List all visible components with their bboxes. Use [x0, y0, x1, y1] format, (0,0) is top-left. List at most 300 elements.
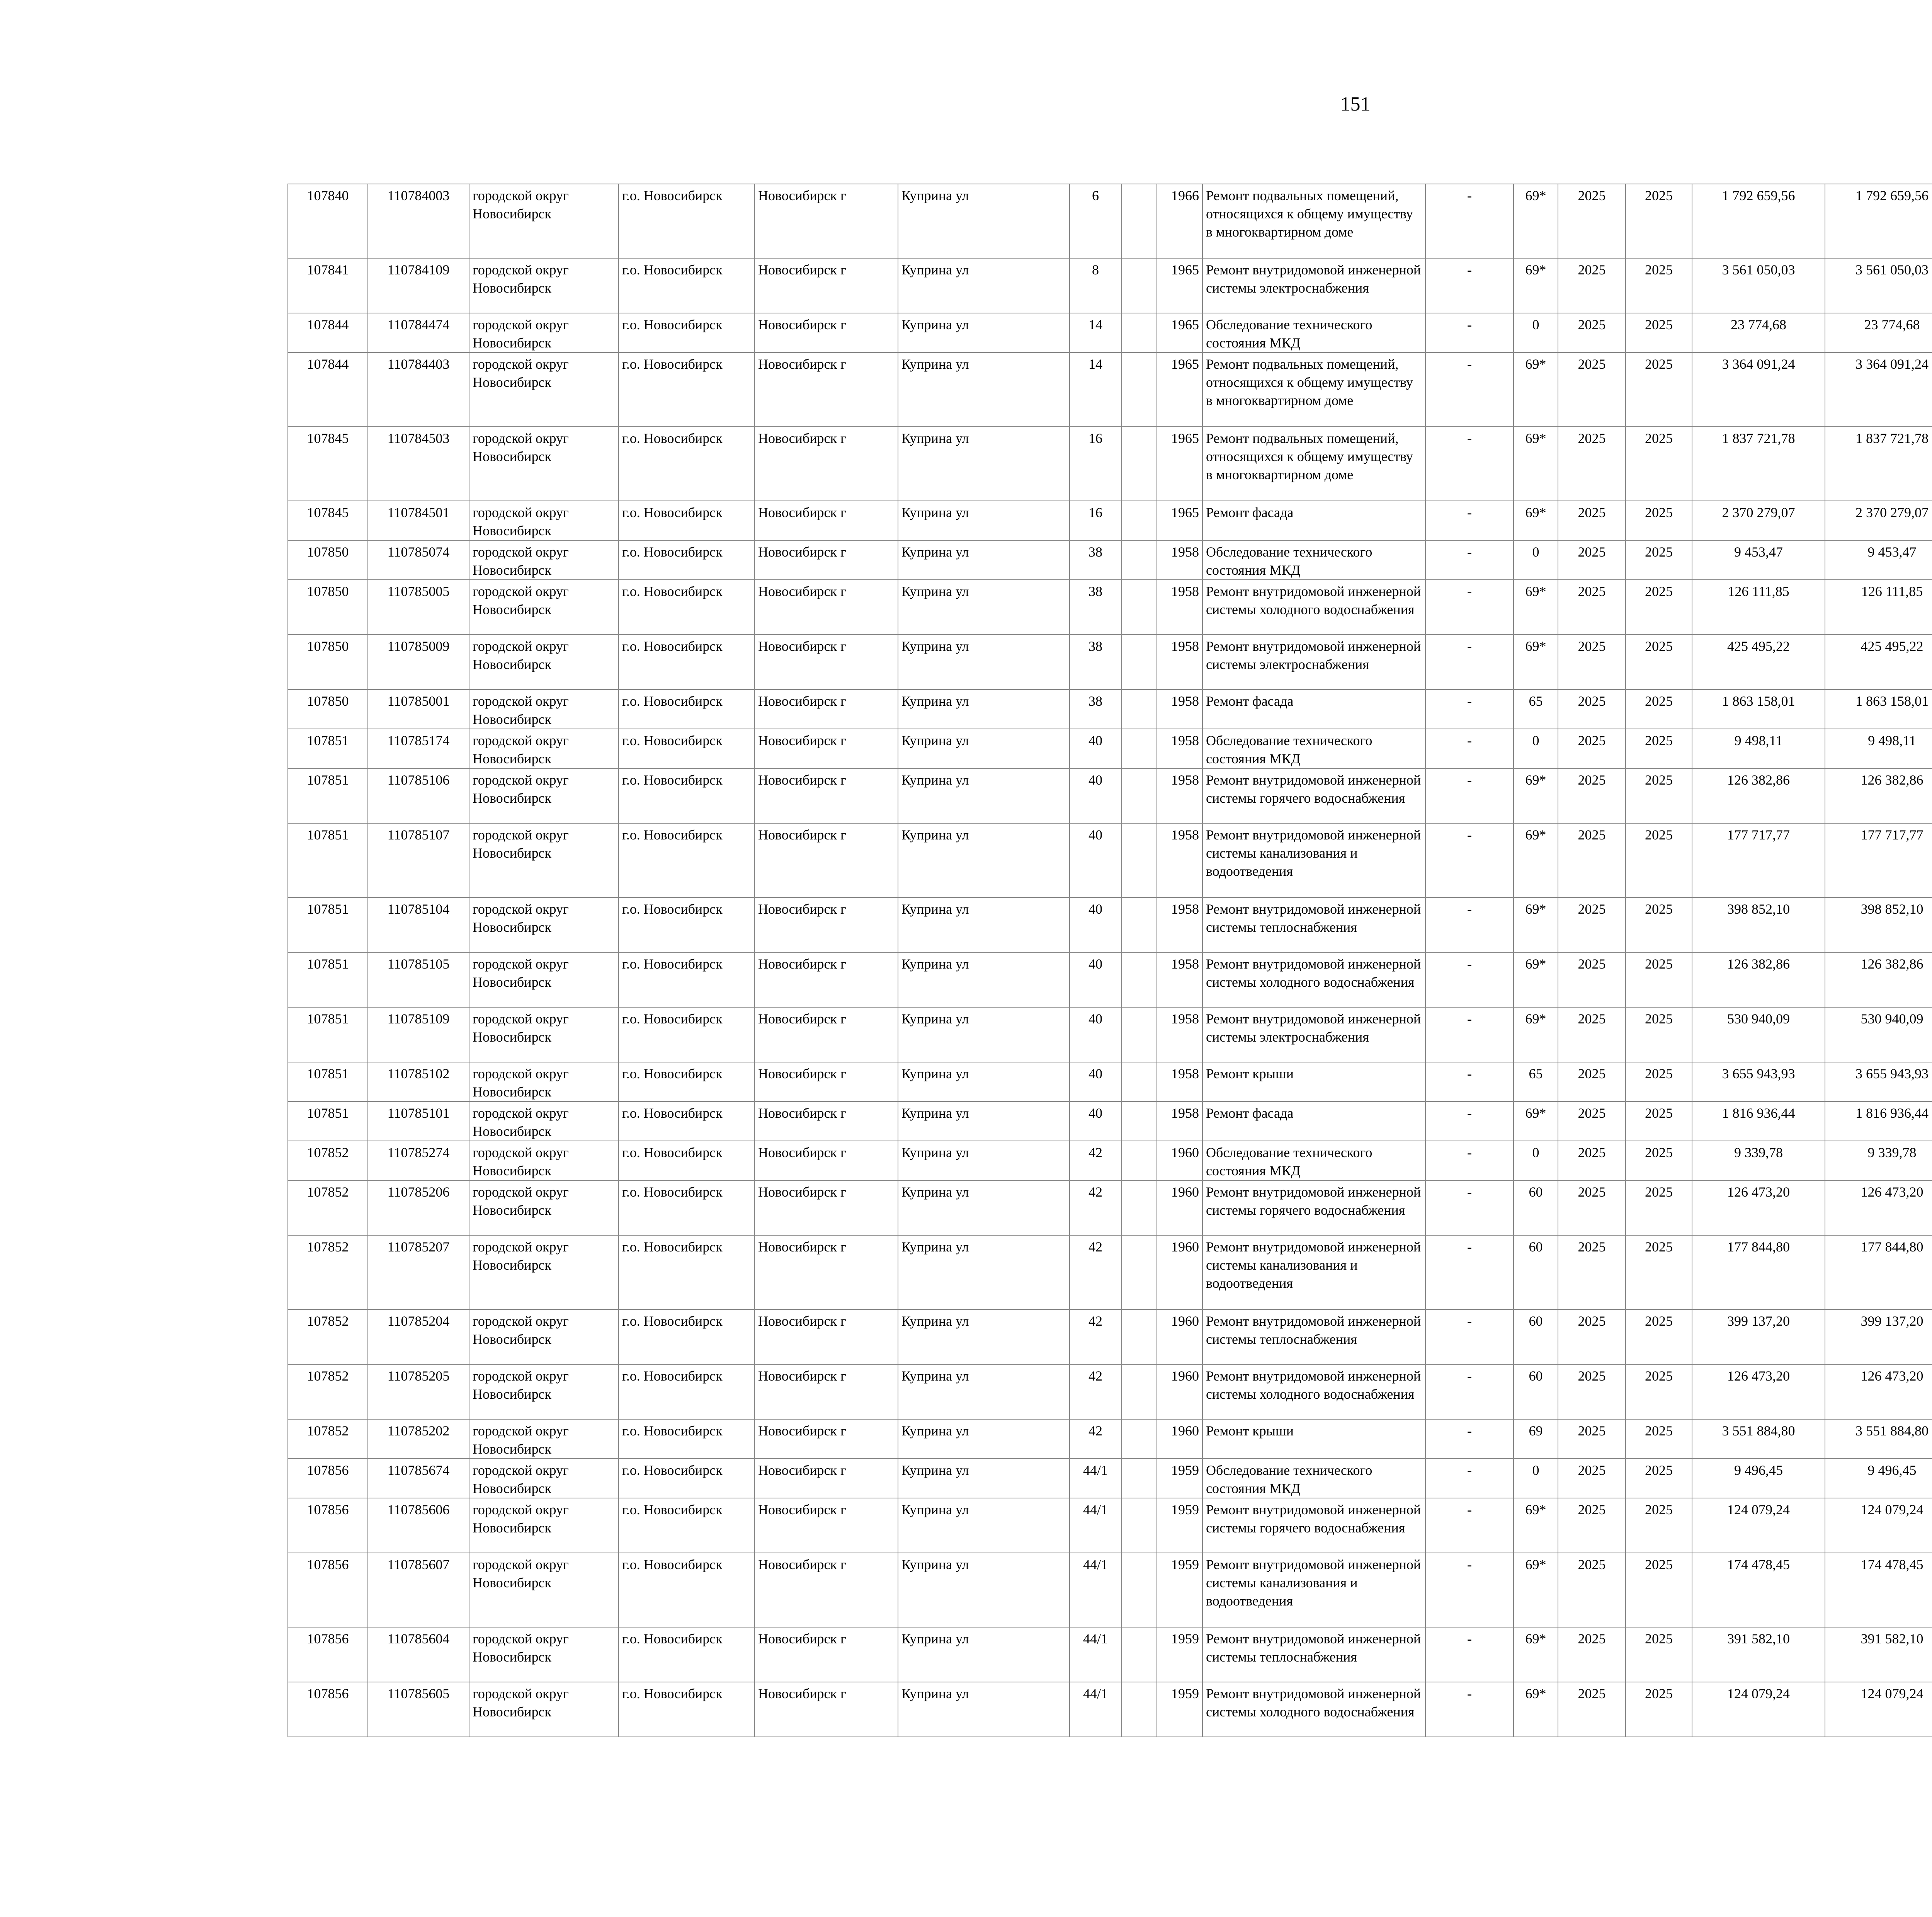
cell-year-start: 2025: [1558, 1062, 1626, 1102]
cell-total-cost: 124 079,24: [1692, 1498, 1825, 1553]
cell-settlement: Новосибирск г: [755, 1141, 898, 1180]
table-row: [288, 897, 1932, 952]
cell-house-number: 38: [1070, 540, 1121, 580]
cell-district: г.о. Новосибирск: [619, 1309, 755, 1364]
cell-year-start: 2025: [1558, 1627, 1626, 1682]
cell-wear-percent: 69*: [1514, 501, 1558, 540]
cell-work-type: Обследование технического состояния МКД: [1202, 313, 1425, 352]
cell-total-cost: 126 382,86: [1692, 952, 1825, 1007]
cell-wear-percent: 69*: [1514, 352, 1558, 427]
cell-municipality: городской округ Новосибирск: [469, 1141, 619, 1180]
cell-house-number: 42: [1070, 1141, 1121, 1180]
cell-year-start: 2025: [1558, 184, 1626, 258]
cell-work-id: 110785205: [368, 1364, 469, 1419]
cell-work-type: Ремонт фасада: [1202, 1102, 1425, 1141]
cell-year-end: 2025: [1626, 427, 1692, 501]
cell-record-id: 107840: [288, 184, 368, 258]
cell-cost-fund: 2 370 279,07: [1825, 501, 1932, 540]
table-row: [288, 635, 1932, 690]
cell-mark: -: [1425, 1062, 1514, 1102]
cell-wear-percent: 0: [1514, 1141, 1558, 1180]
cell-district: г.о. Новосибирск: [619, 635, 755, 690]
cell-building: [1121, 1102, 1157, 1141]
cell-building: [1121, 1682, 1157, 1737]
cell-work-id: 110785107: [368, 823, 469, 897]
cell-wear-percent: 69*: [1514, 184, 1558, 258]
cell-total-cost: 9 496,45: [1692, 1459, 1825, 1498]
cell-house-number: 40: [1070, 1007, 1121, 1062]
cell-year-built: 1965: [1157, 258, 1202, 313]
cell-total-cost: 126 111,85: [1692, 580, 1825, 635]
cell-work-id: 110784003: [368, 184, 469, 258]
cell-house-number: 16: [1070, 501, 1121, 540]
cell-building: [1121, 258, 1157, 313]
cell-year-end: 2025: [1626, 352, 1692, 427]
cell-municipality: городской округ Новосибирск: [469, 823, 619, 897]
cell-total-cost: 1 837 721,78: [1692, 427, 1825, 501]
table-row: [288, 1062, 1932, 1102]
cell-total-cost: 3 551 884,80: [1692, 1419, 1825, 1459]
cell-record-id: 107852: [288, 1235, 368, 1309]
cell-district: г.о. Новосибирск: [619, 729, 755, 768]
cell-work-type: Ремонт внутридомовой инженерной системы канализования и водоотведения: [1202, 823, 1425, 897]
cell-house-number: 8: [1070, 258, 1121, 313]
cell-cost-fund: 1 816 936,44: [1825, 1102, 1932, 1141]
cell-wear-percent: 0: [1514, 313, 1558, 352]
cell-district: г.о. Новосибирск: [619, 1062, 755, 1102]
cell-settlement: Новосибирск г: [755, 635, 898, 690]
cell-work-id: 110785202: [368, 1419, 469, 1459]
cell-work-type: Ремонт крыши: [1202, 1419, 1425, 1459]
cell-year-end: 2025: [1626, 897, 1692, 952]
cell-cost-fund: 124 079,24: [1825, 1498, 1932, 1553]
cell-district: г.о. Новосибирск: [619, 184, 755, 258]
cell-building: [1121, 897, 1157, 952]
cell-wear-percent: 69*: [1514, 897, 1558, 952]
cell-work-id: 110785607: [368, 1553, 469, 1627]
cell-work-type: Ремонт подвальных помещений, относящихся к общему имуществу в многоквартирном доме: [1202, 184, 1425, 258]
cell-mark: -: [1425, 897, 1514, 952]
cell-street: Куприна ул: [898, 580, 1070, 635]
cell-mark: -: [1425, 1007, 1514, 1062]
cell-mark: -: [1425, 729, 1514, 768]
cell-building: [1121, 427, 1157, 501]
cell-wear-percent: 0: [1514, 1459, 1558, 1498]
cell-municipality: городской округ Новосибирск: [469, 540, 619, 580]
cell-year-end: 2025: [1626, 501, 1692, 540]
cell-year-built: 1958: [1157, 1062, 1202, 1102]
cell-building: [1121, 1627, 1157, 1682]
cell-year-start: 2025: [1558, 1141, 1626, 1180]
cell-cost-fund: 3 551 884,80: [1825, 1419, 1932, 1459]
table-row: [288, 1102, 1932, 1141]
cell-district: г.о. Новосибирск: [619, 952, 755, 1007]
cell-year-built: 1958: [1157, 635, 1202, 690]
cell-cost-fund: 23 774,68: [1825, 313, 1932, 352]
cell-municipality: городской округ Новосибирск: [469, 1062, 619, 1102]
cell-mark: -: [1425, 184, 1514, 258]
cell-house-number: 42: [1070, 1364, 1121, 1419]
cell-record-id: 107852: [288, 1419, 368, 1459]
cell-house-number: 44/1: [1070, 1627, 1121, 1682]
cell-house-number: 42: [1070, 1309, 1121, 1364]
table-row: [288, 1627, 1932, 1682]
cell-wear-percent: 69: [1514, 1419, 1558, 1459]
cell-house-number: 40: [1070, 1102, 1121, 1141]
table-row: [288, 1553, 1932, 1627]
cell-year-built: 1965: [1157, 313, 1202, 352]
cell-year-end: 2025: [1626, 1309, 1692, 1364]
cell-year-start: 2025: [1558, 1419, 1626, 1459]
cell-year-end: 2025: [1626, 635, 1692, 690]
cell-house-number: 44/1: [1070, 1553, 1121, 1627]
cell-record-id: 107856: [288, 1627, 368, 1682]
cell-district: г.о. Новосибирск: [619, 1180, 755, 1235]
cell-year-start: 2025: [1558, 823, 1626, 897]
cell-street: Куприна ул: [898, 1627, 1070, 1682]
cell-street: Куприна ул: [898, 1235, 1070, 1309]
cell-record-id: 107851: [288, 1062, 368, 1102]
cell-building: [1121, 1553, 1157, 1627]
cell-district: г.о. Новосибирск: [619, 1682, 755, 1737]
cell-building: [1121, 501, 1157, 540]
table-row: [288, 580, 1932, 635]
cell-record-id: 107856: [288, 1498, 368, 1553]
cell-municipality: городской округ Новосибирск: [469, 352, 619, 427]
table-row: [288, 184, 1932, 258]
table-row: [288, 1309, 1932, 1364]
cell-district: г.о. Новосибирск: [619, 1102, 755, 1141]
cell-year-built: 1958: [1157, 1007, 1202, 1062]
cell-district: г.о. Новосибирск: [619, 1235, 755, 1309]
table-row: [288, 540, 1932, 580]
cell-year-start: 2025: [1558, 1498, 1626, 1553]
cell-year-built: 1958: [1157, 690, 1202, 729]
cell-municipality: городской округ Новосибирск: [469, 427, 619, 501]
cell-year-start: 2025: [1558, 540, 1626, 580]
cell-street: Куприна ул: [898, 635, 1070, 690]
cell-cost-fund: 1 863 158,01: [1825, 690, 1932, 729]
cell-year-built: 1959: [1157, 1459, 1202, 1498]
cell-year-end: 2025: [1626, 1364, 1692, 1419]
cell-mark: -: [1425, 258, 1514, 313]
cell-mark: -: [1425, 690, 1514, 729]
cell-work-id: 110784109: [368, 258, 469, 313]
cell-work-type: Ремонт крыши: [1202, 1062, 1425, 1102]
cell-municipality: городской округ Новосибирск: [469, 1102, 619, 1141]
cell-settlement: Новосибирск г: [755, 580, 898, 635]
cell-wear-percent: 60: [1514, 1180, 1558, 1235]
cell-year-start: 2025: [1558, 729, 1626, 768]
cell-municipality: городской округ Новосибирск: [469, 1007, 619, 1062]
cell-house-number: 42: [1070, 1180, 1121, 1235]
cell-settlement: Новосибирск г: [755, 501, 898, 540]
cell-district: г.о. Новосибирск: [619, 352, 755, 427]
page-number: 151: [1340, 93, 1371, 115]
cell-district: г.о. Новосибирск: [619, 897, 755, 952]
cell-mark: -: [1425, 427, 1514, 501]
cell-building: [1121, 1180, 1157, 1235]
cell-year-end: 2025: [1626, 1180, 1692, 1235]
cell-year-built: 1960: [1157, 1364, 1202, 1419]
cell-total-cost: 3 655 943,93: [1692, 1062, 1825, 1102]
cell-work-type: Ремонт внутридомовой инженерной системы электроснабжения: [1202, 635, 1425, 690]
cell-municipality: городской округ Новосибирск: [469, 258, 619, 313]
cell-cost-fund: 1 837 721,78: [1825, 427, 1932, 501]
cell-year-built: 1959: [1157, 1553, 1202, 1627]
cell-wear-percent: 69*: [1514, 427, 1558, 501]
cell-house-number: 40: [1070, 823, 1121, 897]
cell-district: г.о. Новосибирск: [619, 427, 755, 501]
cell-year-start: 2025: [1558, 313, 1626, 352]
cell-year-end: 2025: [1626, 184, 1692, 258]
cell-record-id: 107851: [288, 897, 368, 952]
cell-municipality: городской округ Новосибирск: [469, 729, 619, 768]
cell-work-id: 110785274: [368, 1141, 469, 1180]
table-row: [288, 690, 1932, 729]
cell-cost-fund: 3 364 091,24: [1825, 352, 1932, 427]
cell-cost-fund: 124 079,24: [1825, 1682, 1932, 1737]
cell-street: Куприна ул: [898, 540, 1070, 580]
cell-year-start: 2025: [1558, 258, 1626, 313]
cell-house-number: 40: [1070, 768, 1121, 823]
cell-year-built: 1960: [1157, 1141, 1202, 1180]
cell-total-cost: 3 561 050,03: [1692, 258, 1825, 313]
cell-year-start: 2025: [1558, 690, 1626, 729]
cell-work-id: 110784403: [368, 352, 469, 427]
cell-street: Куприна ул: [898, 501, 1070, 540]
cell-building: [1121, 352, 1157, 427]
table-row: [288, 1007, 1932, 1062]
cell-record-id: 107856: [288, 1682, 368, 1737]
cell-year-end: 2025: [1626, 258, 1692, 313]
cell-year-start: 2025: [1558, 1309, 1626, 1364]
cell-work-type: Ремонт внутридомовой инженерной системы теплоснабжения: [1202, 1309, 1425, 1364]
cell-year-built: 1959: [1157, 1627, 1202, 1682]
cell-record-id: 107850: [288, 635, 368, 690]
cell-house-number: 38: [1070, 690, 1121, 729]
cell-municipality: городской округ Новосибирск: [469, 1180, 619, 1235]
cell-record-id: 107845: [288, 427, 368, 501]
cell-year-built: 1958: [1157, 540, 1202, 580]
table-row: [288, 427, 1932, 501]
cell-mark: -: [1425, 580, 1514, 635]
cell-work-type: Ремонт внутридомовой инженерной системы горячего водоснабжения: [1202, 768, 1425, 823]
cell-work-id: 110785204: [368, 1309, 469, 1364]
table-row: [288, 1141, 1932, 1180]
cell-mark: -: [1425, 540, 1514, 580]
cell-district: г.о. Новосибирск: [619, 1141, 755, 1180]
cell-mark: -: [1425, 1553, 1514, 1627]
cell-total-cost: 126 382,86: [1692, 768, 1825, 823]
cell-record-id: 107852: [288, 1364, 368, 1419]
cell-record-id: 107850: [288, 580, 368, 635]
cell-district: г.о. Новосибирск: [619, 823, 755, 897]
cell-work-type: Ремонт внутридомовой инженерной системы канализования и водоотведения: [1202, 1553, 1425, 1627]
cell-street: Куприна ул: [898, 1309, 1070, 1364]
cell-wear-percent: 69*: [1514, 1102, 1558, 1141]
cell-municipality: городской округ Новосибирск: [469, 1682, 619, 1737]
cell-wear-percent: 69*: [1514, 1627, 1558, 1682]
cell-settlement: Новосибирск г: [755, 1682, 898, 1737]
cell-house-number: 40: [1070, 897, 1121, 952]
cell-wear-percent: 69*: [1514, 1007, 1558, 1062]
cell-record-id: 107852: [288, 1180, 368, 1235]
table-row: [288, 1235, 1932, 1309]
cell-year-start: 2025: [1558, 1180, 1626, 1235]
cell-cost-fund: 126 473,20: [1825, 1364, 1932, 1419]
cell-wear-percent: 69*: [1514, 1498, 1558, 1553]
cell-settlement: Новосибирск г: [755, 1419, 898, 1459]
cell-settlement: Новосибирск г: [755, 1180, 898, 1235]
cell-work-id: 110784474: [368, 313, 469, 352]
cell-wear-percent: 69*: [1514, 1682, 1558, 1737]
cell-settlement: Новосибирск г: [755, 352, 898, 427]
cell-district: г.о. Новосибирск: [619, 258, 755, 313]
cell-street: Куприна ул: [898, 1180, 1070, 1235]
cell-year-start: 2025: [1558, 952, 1626, 1007]
cell-record-id: 107844: [288, 313, 368, 352]
cell-district: г.о. Новосибирск: [619, 580, 755, 635]
cell-work-id: 110784501: [368, 501, 469, 540]
cell-building: [1121, 1459, 1157, 1498]
cell-building: [1121, 1419, 1157, 1459]
cell-year-end: 2025: [1626, 1627, 1692, 1682]
cell-year-built: 1965: [1157, 501, 1202, 540]
cell-municipality: городской округ Новосибирск: [469, 1498, 619, 1553]
cell-work-id: 110785005: [368, 580, 469, 635]
cell-cost-fund: 126 473,20: [1825, 1180, 1932, 1235]
cell-record-id: 107841: [288, 258, 368, 313]
cell-settlement: Новосибирск г: [755, 1627, 898, 1682]
cell-total-cost: 1 816 936,44: [1692, 1102, 1825, 1141]
cell-total-cost: 9 339,78: [1692, 1141, 1825, 1180]
cell-district: г.о. Новосибирск: [619, 1419, 755, 1459]
cell-street: Куприна ул: [898, 1419, 1070, 1459]
table-row: [288, 313, 1932, 352]
cell-municipality: городской округ Новосибирск: [469, 184, 619, 258]
cell-settlement: Новосибирск г: [755, 690, 898, 729]
cell-work-type: Ремонт подвальных помещений, относящихся к общему имуществу в многоквартирном доме: [1202, 352, 1425, 427]
cell-wear-percent: 60: [1514, 1235, 1558, 1309]
cell-year-built: 1965: [1157, 427, 1202, 501]
cell-work-type: Ремонт внутридомовой инженерной системы холодного водоснабжения: [1202, 952, 1425, 1007]
cell-work-id: 110785074: [368, 540, 469, 580]
cell-record-id: 107852: [288, 1309, 368, 1364]
cell-cost-fund: 425 495,22: [1825, 635, 1932, 690]
cell-work-type: Ремонт внутридомовой инженерной системы теплоснабжения: [1202, 897, 1425, 952]
cell-work-id: 110784503: [368, 427, 469, 501]
repair-plan-table: [287, 184, 1932, 1737]
cell-mark: -: [1425, 501, 1514, 540]
cell-year-built: 1966: [1157, 184, 1202, 258]
cell-cost-fund: 398 852,10: [1825, 897, 1932, 952]
cell-total-cost: 126 473,20: [1692, 1364, 1825, 1419]
cell-street: Куприна ул: [898, 1007, 1070, 1062]
cell-work-type: Ремонт внутридомовой инженерной системы холодного водоснабжения: [1202, 1682, 1425, 1737]
table-row: [288, 352, 1932, 427]
cell-mark: -: [1425, 1419, 1514, 1459]
cell-house-number: 14: [1070, 352, 1121, 427]
cell-mark: -: [1425, 1498, 1514, 1553]
cell-work-type: Ремонт внутридомовой инженерной системы канализования и водоотведения: [1202, 1235, 1425, 1309]
cell-mark: -: [1425, 952, 1514, 1007]
cell-year-built: 1960: [1157, 1235, 1202, 1309]
cell-mark: -: [1425, 768, 1514, 823]
cell-cost-fund: 399 137,20: [1825, 1309, 1932, 1364]
cell-work-id: 110785105: [368, 952, 469, 1007]
cell-wear-percent: 69*: [1514, 635, 1558, 690]
cell-wear-percent: 65: [1514, 690, 1558, 729]
cell-municipality: городской округ Новосибирск: [469, 1553, 619, 1627]
cell-record-id: 107851: [288, 1007, 368, 1062]
cell-year-end: 2025: [1626, 580, 1692, 635]
cell-district: г.о. Новосибирск: [619, 1364, 755, 1419]
cell-record-id: 107845: [288, 501, 368, 540]
cell-record-id: 107850: [288, 690, 368, 729]
table-row: [288, 258, 1932, 313]
cell-total-cost: 2 370 279,07: [1692, 501, 1825, 540]
cell-building: [1121, 690, 1157, 729]
cell-mark: -: [1425, 1309, 1514, 1364]
cell-year-end: 2025: [1626, 1235, 1692, 1309]
cell-year-end: 2025: [1626, 540, 1692, 580]
cell-year-built: 1958: [1157, 580, 1202, 635]
cell-year-end: 2025: [1626, 313, 1692, 352]
cell-year-start: 2025: [1558, 1102, 1626, 1141]
cell-municipality: городской округ Новосибирск: [469, 768, 619, 823]
cell-year-start: 2025: [1558, 1364, 1626, 1419]
cell-municipality: городской округ Новосибирск: [469, 635, 619, 690]
cell-settlement: Новосибирск г: [755, 1235, 898, 1309]
cell-house-number: 40: [1070, 1062, 1121, 1102]
cell-year-built: 1958: [1157, 1102, 1202, 1141]
cell-cost-fund: 9 339,78: [1825, 1141, 1932, 1180]
cell-municipality: городской округ Новосибирск: [469, 952, 619, 1007]
cell-settlement: Новосибирск г: [755, 258, 898, 313]
table-row: [288, 952, 1932, 1007]
cell-street: Куприна ул: [898, 1498, 1070, 1553]
cell-municipality: городской округ Новосибирск: [469, 1309, 619, 1364]
cell-house-number: 14: [1070, 313, 1121, 352]
cell-mark: -: [1425, 1180, 1514, 1235]
cell-record-id: 107856: [288, 1553, 368, 1627]
cell-record-id: 107856: [288, 1459, 368, 1498]
cell-work-id: 110785206: [368, 1180, 469, 1235]
cell-work-id: 110785604: [368, 1627, 469, 1682]
cell-work-id: 110785674: [368, 1459, 469, 1498]
cell-year-end: 2025: [1626, 1459, 1692, 1498]
cell-work-id: 110785605: [368, 1682, 469, 1737]
cell-work-type: Обследование технического состояния МКД: [1202, 729, 1425, 768]
cell-district: г.о. Новосибирск: [619, 501, 755, 540]
cell-house-number: 6: [1070, 184, 1121, 258]
cell-cost-fund: 9 496,45: [1825, 1459, 1932, 1498]
cell-building: [1121, 580, 1157, 635]
cell-mark: -: [1425, 1102, 1514, 1141]
cell-street: Куприна ул: [898, 823, 1070, 897]
cell-street: Куприна ул: [898, 952, 1070, 1007]
cell-settlement: Новосибирск г: [755, 897, 898, 952]
cell-year-start: 2025: [1558, 1553, 1626, 1627]
cell-record-id: 107851: [288, 768, 368, 823]
cell-wear-percent: 69*: [1514, 768, 1558, 823]
cell-record-id: 107851: [288, 729, 368, 768]
cell-record-id: 107851: [288, 1102, 368, 1141]
cell-building: [1121, 540, 1157, 580]
cell-work-id: 110785102: [368, 1062, 469, 1102]
cell-total-cost: 3 364 091,24: [1692, 352, 1825, 427]
